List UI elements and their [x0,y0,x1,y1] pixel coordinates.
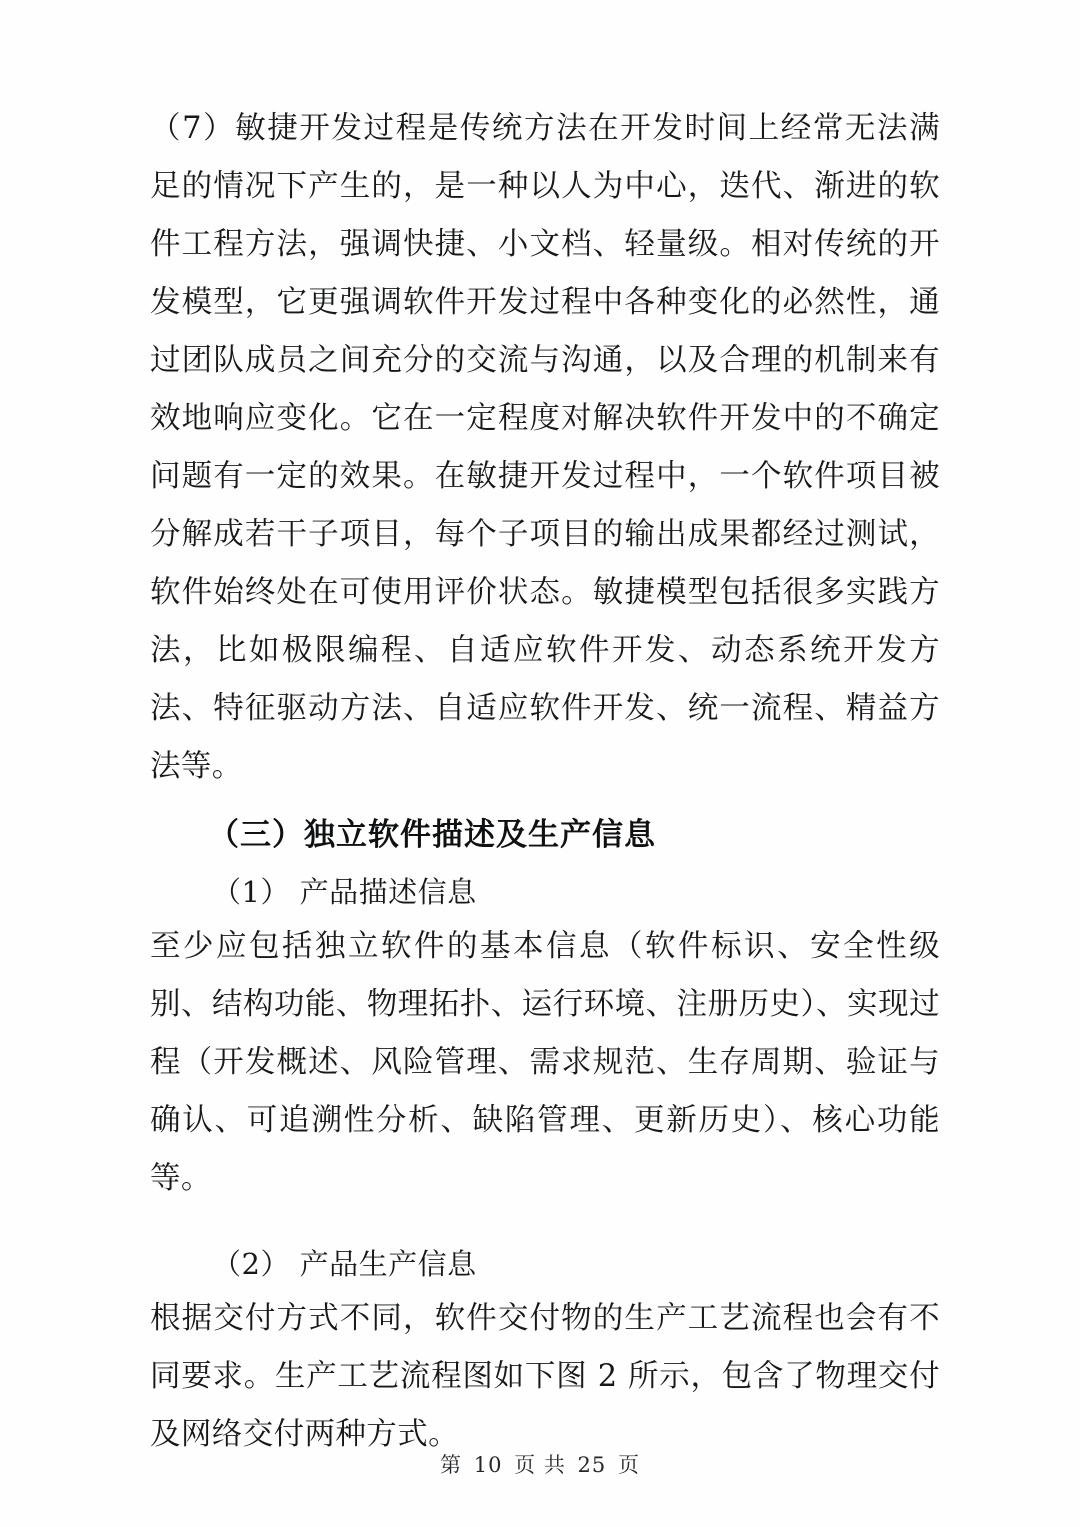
subsection-body-production-info: 根据交付方式不同，软件交付物的生产工艺流程也会有不同要求。生产工艺流程图如下图 2 所示，包含了物理交付及网络交付两种方式。 [150,1301,940,1452]
paragraph-agile-development: （7）敏捷开发过程是传统方法在开发时间上经常无法满足的情况下产生的，是一种以人为中心，迭代、渐进的软件工程方法，强调快捷、小文档、轻量级。相对传统的开发模型，它更强调软件开发过程中各种变化的必然性，通过团队成员之间充分的交流与沟通，以及合理的机制来有效地响应变化。它在一定程度对解决软件开发中的不确定问题有一定的效果。在敏捷开发过程中，一个软件项目被分解成若干子项目，每个子项目的输出成果都经过测试，软件始终处在可使用评价状态。敏捷模型包括很多实践方法，比如极限编程、自适应软件开发、动态系统开发方法、特征驱动方法、自适应软件开发、统一流程、精益方法等。 [150,111,940,784]
page-content [150,100,940,1464]
footer-page-number: 10 [473,1453,503,1477]
footer-prefix: 第 [440,1453,463,1477]
subsection-title-product-description: （1） 产品描述信息 [212,875,477,909]
footer-suffix: 页 [617,1453,640,1477]
section-heading: （三）独立软件描述及生产信息 [208,817,656,853]
subsection-body-product-description: 至少应包括独立软件的基本信息（软件标识、安全性级别、结构功能、物理拓扑、运行环境、注册历史）、实现过程（开发概述、风险管理、需求规范、生存周期、验证与确认、可追溯性分析、缺陷管理、更新历史）、核心功能等。 [150,929,940,1196]
footer-middle: 页 共 [514,1453,566,1477]
page-footer [0,1449,1080,1479]
subsection-title-production-info: （2） 产品生产信息 [212,1247,477,1281]
paragraph-spacer [150,1208,940,1236]
footer-total-pages: 25 [577,1453,607,1477]
